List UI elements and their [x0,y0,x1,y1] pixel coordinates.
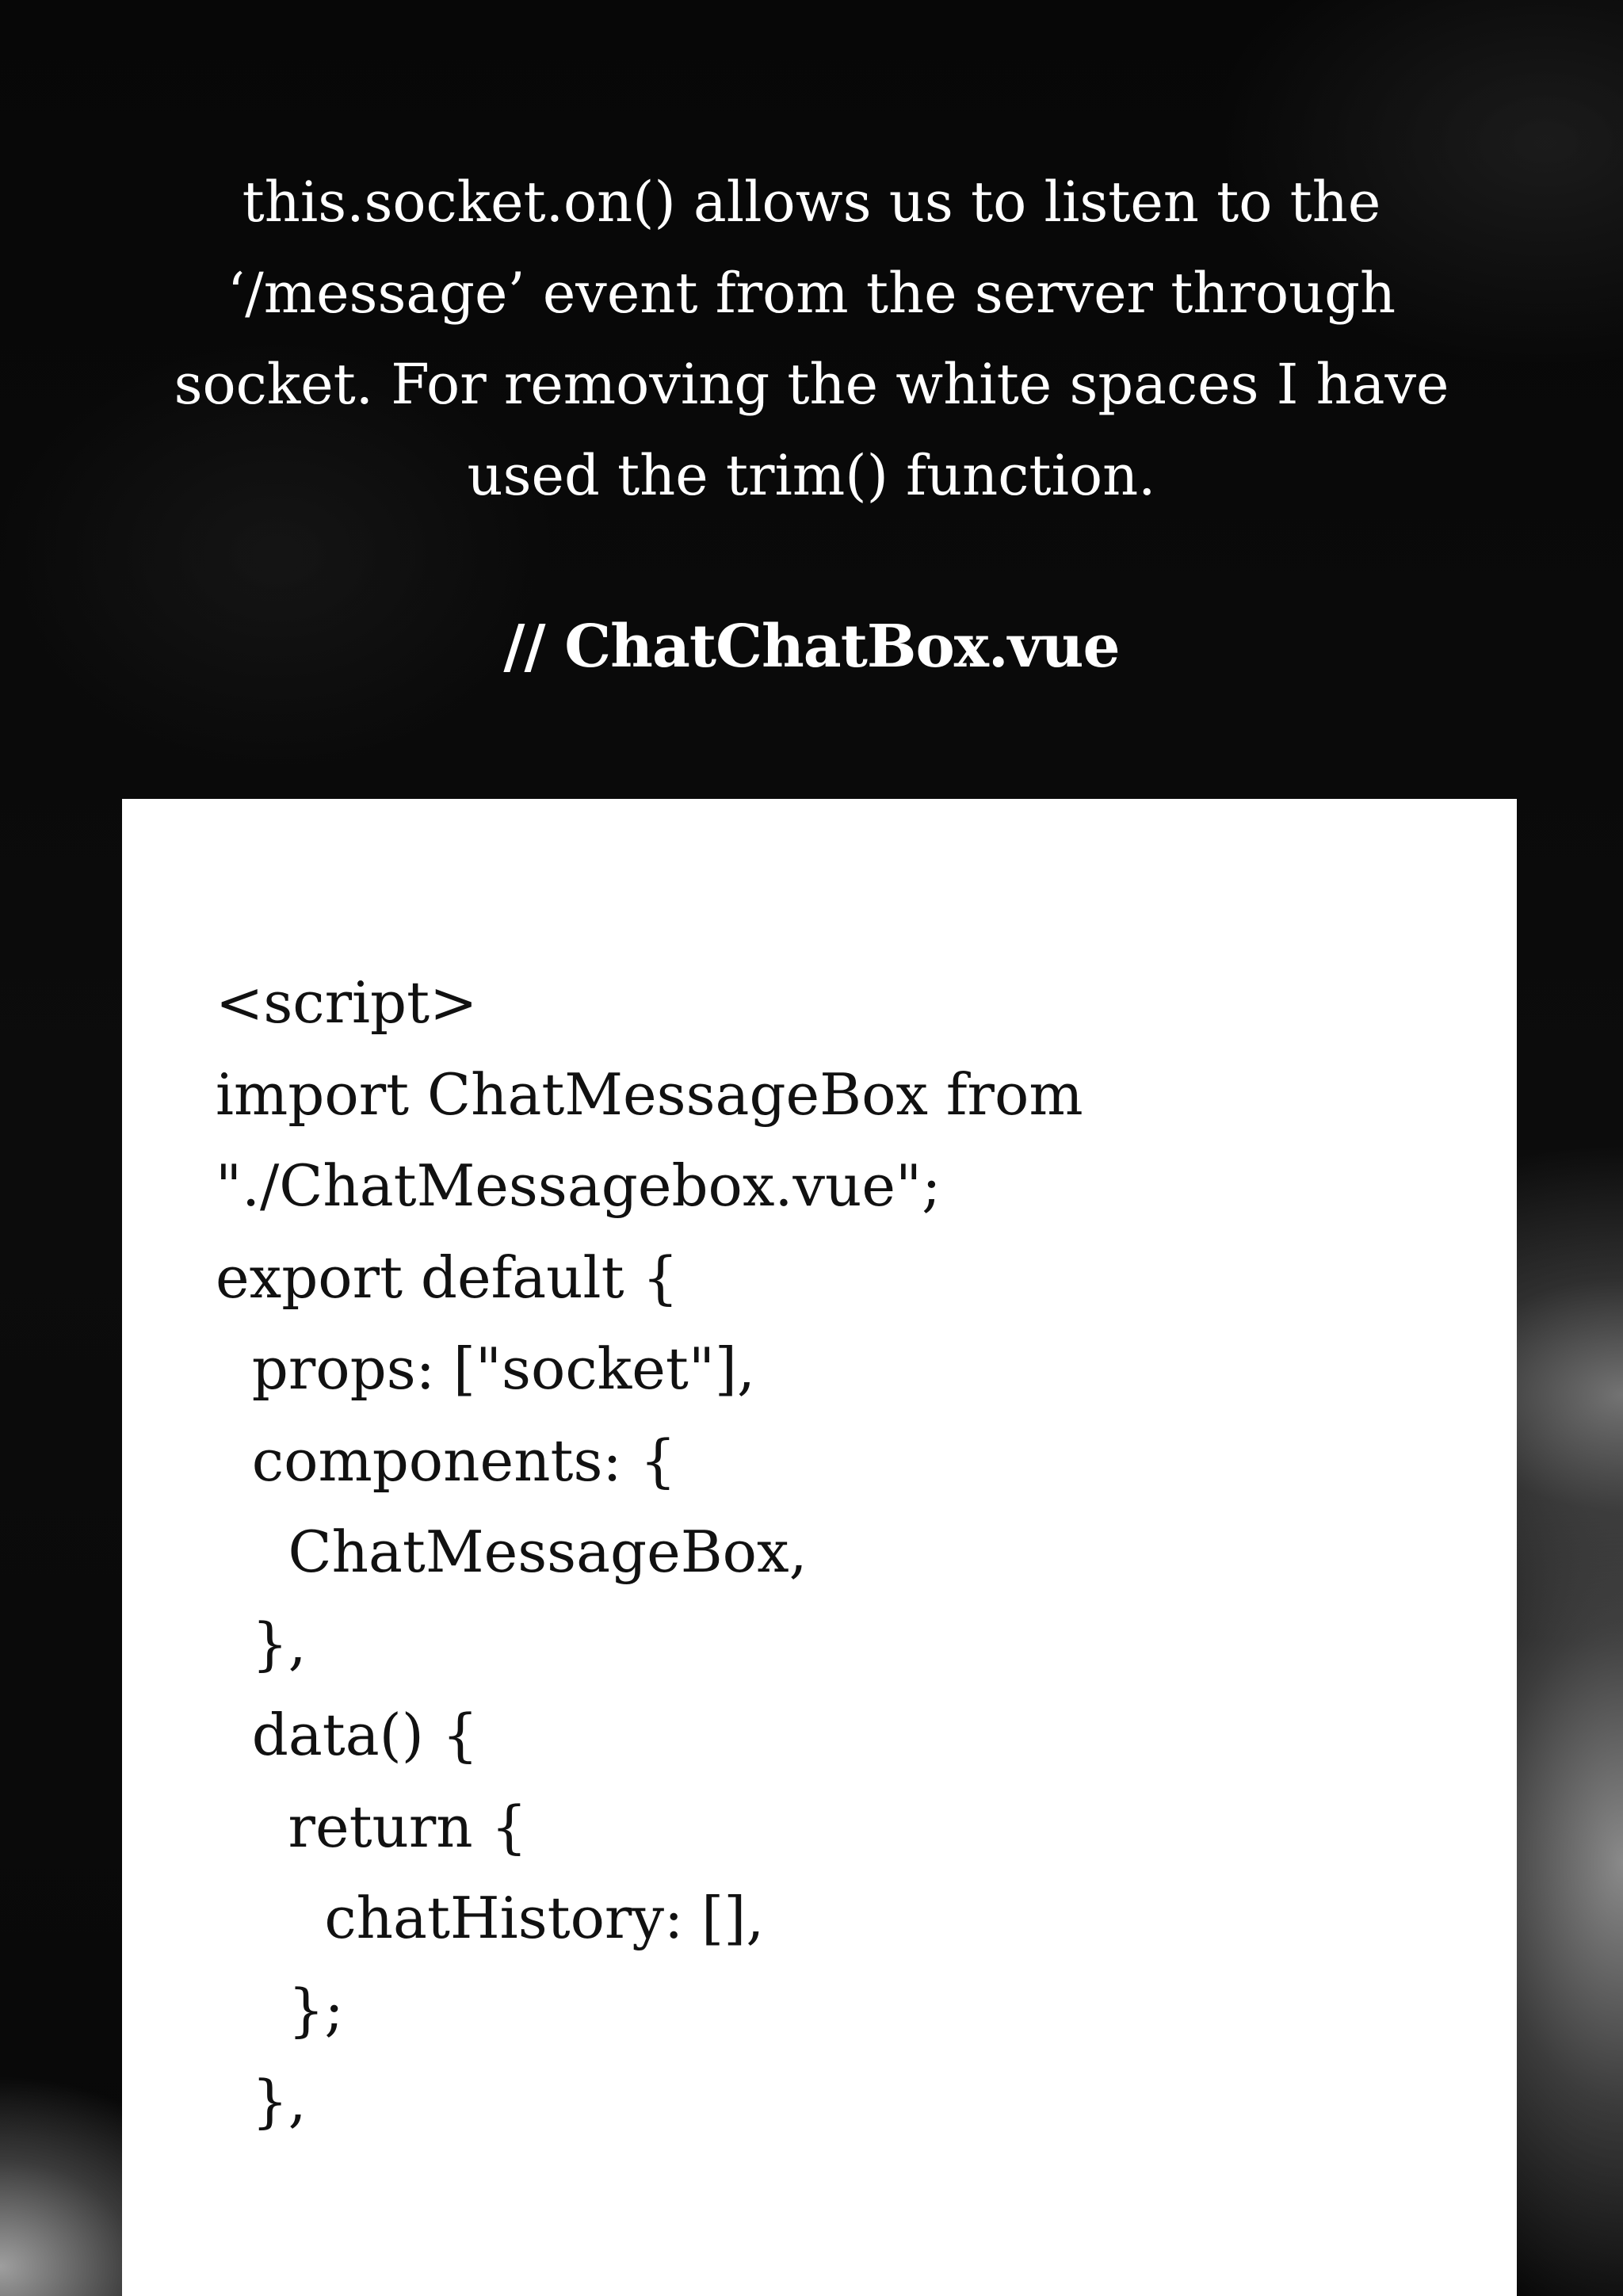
code-line: chatHistory: [], [216,1885,765,1951]
code-line: import ChatMessageBox from [216,1060,1083,1128]
code-line: return { [216,1793,528,1860]
code-line: data() { [216,1702,479,1768]
code-line: }; [216,1976,344,2043]
code-line: }, [216,1610,307,1677]
intro-paragraph: this.socket.on() allows us to listen to the ‘/message’ event from the server through socket. For removing the white spaces I have used the trim() function. [174,170,1449,508]
code-line: components: { [216,1427,677,1494]
code-line: props: ["socket"], [216,1335,755,1402]
code-card [122,799,1517,2296]
code-line: <script> [216,969,478,1036]
code-line: ChatMessageBox, [216,1519,808,1585]
code-line: }, [216,2068,307,2134]
file-heading: // ChatChatBox.vue [503,613,1120,681]
code-block [216,957,1083,2148]
code-line: "./ChatMessagebox.vue"; [216,1152,941,1219]
code-line: export default { [216,1244,679,1311]
